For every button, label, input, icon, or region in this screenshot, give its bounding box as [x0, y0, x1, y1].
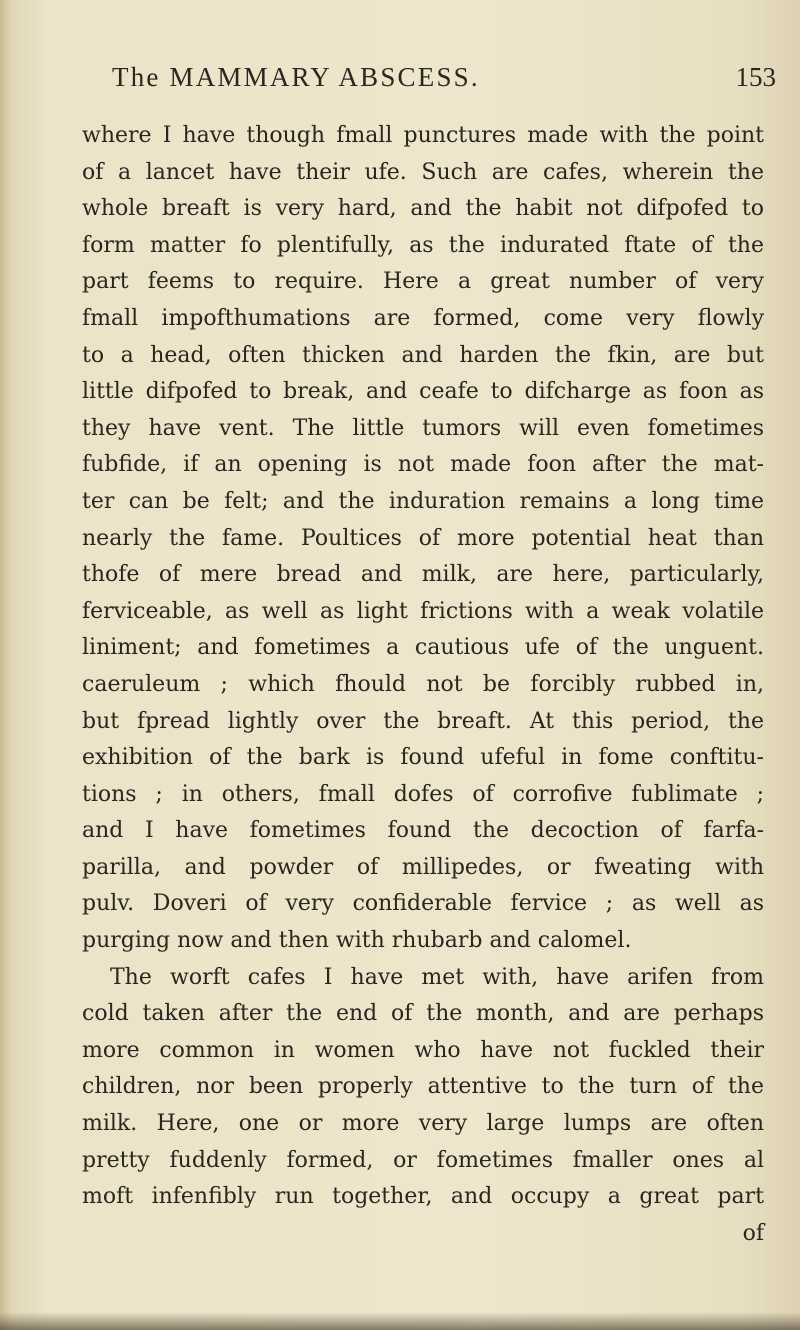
text-line: nearly the fame. Poultices of more potential heat than	[82, 525, 764, 551]
text-line: they have vent. The little tumors will even fometimes	[82, 415, 764, 441]
text-line: cold taken after the end of the month, and are perhaps	[82, 1001, 764, 1027]
text-line: ter can be felt; and the induration remains a long time	[82, 488, 764, 514]
page-gutter	[0, 0, 14, 1330]
text-line: to a head, often thicken and harden the fkin, are but	[82, 342, 764, 368]
text-line: part feems to require. Here a great number of very	[82, 269, 764, 295]
text-line: more common in women who have not fuckled their	[82, 1037, 764, 1063]
text-line: whole breaft is very hard, and the habit not difpofed to	[82, 196, 764, 222]
text-line: where I have though fmall punctures made with the point	[82, 123, 764, 148]
text-line: pulv. Doveri of very confiderable fervice ; as well as	[82, 891, 764, 917]
text-line: and I have fometimes found the decoction of farfa-	[82, 818, 764, 844]
text-line: little difpofed to break, and ceafe to difcharge as foon as	[82, 379, 764, 405]
running-title: The MAMMARY ABSCESS.	[112, 62, 480, 92]
text-line: exhibition of the bark is found ufeful in fome conftitu-	[82, 745, 764, 771]
text-line: milk. Here, one or more very large lumps are often	[82, 1111, 764, 1137]
text-line: ferviceable, as well as light frictions with a weak volatile	[82, 598, 764, 624]
page-number: 153	[735, 62, 776, 92]
text-line: moft infenfibly run together, and occupy a great part	[82, 1184, 764, 1210]
text-line: purging now and then with rhubarb and calomel.	[82, 928, 632, 954]
text-line: form matter fo plentifully, as the indurated ftate of the	[82, 232, 764, 258]
text-line: fubfide, if an opening is not made foon after the mat-	[82, 452, 764, 478]
page-bottom-shadow	[0, 1312, 800, 1330]
text-line: parilla, and powder of millipedes, or fweating with	[82, 854, 764, 880]
text-line: fmall impofthumations are formed, come very flowly	[82, 305, 764, 331]
paragraph-start-line: The worft cafes I have met with, have arifen from	[110, 964, 764, 990]
text-line: pretty fuddenly formed, or fometimes fmaller ones al	[82, 1147, 764, 1173]
text-line: thofe of mere bread and milk, are here, particularly,	[82, 562, 764, 588]
catchword: of	[742, 1220, 764, 1246]
text-line: tions ; in others, fmall dofes of corrofive fublimate ;	[82, 781, 764, 807]
text-line: of a lancet have their ufe. Such are cafes, wherein the	[82, 159, 764, 185]
text-line: liniment; and fometimes a cautious ufe of the unguent.	[82, 635, 764, 661]
body-text	[82, 118, 764, 1252]
text-line: but fpread lightly over the breaft. At this period, the	[82, 708, 764, 734]
text-line: caeruleum ; which fhould not be forcibly rubbed in,	[82, 671, 764, 697]
text-line: children, nor been properly attentive to the turn of the	[82, 1074, 764, 1100]
running-header	[112, 62, 776, 106]
